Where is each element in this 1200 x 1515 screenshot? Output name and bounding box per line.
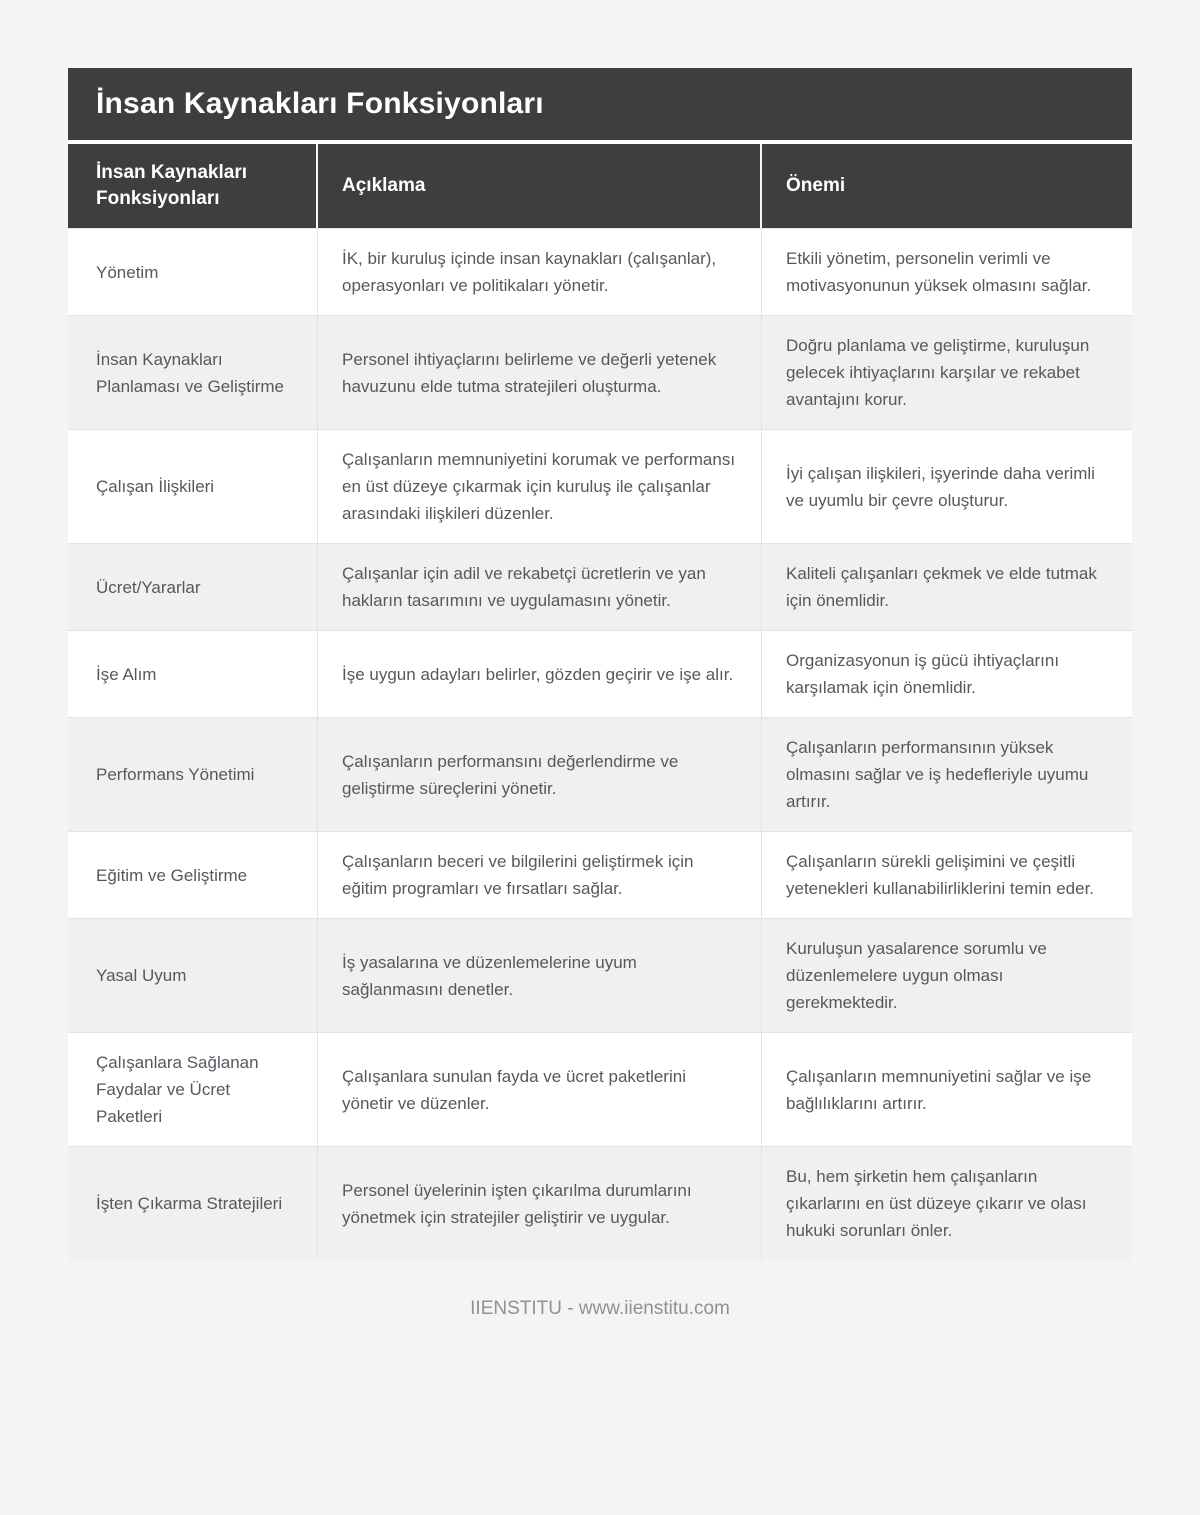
table-row — [68, 228, 1132, 315]
description-cell: Çalışanların performansını değerlendirme ve geliştirme süreçlerini yönetir. — [318, 718, 762, 831]
description-cell: Çalışanların beceri ve bilgilerini geliştirmek için eğitim programları ve fırsatları sağlar. — [318, 832, 762, 918]
description-cell: Personel ihtiyaçlarını belirleme ve değerli yetenek havuzunu elde tutma stratejileri oluşturma. — [318, 316, 762, 429]
importance-cell: Kaliteli çalışanları çekmek ve elde tutmak için önemlidir. — [786, 564, 1097, 610]
function-cell: Performans Yönetimi — [68, 718, 318, 831]
importance-cell: Çalışanların memnuniyetini sağlar ve işe bağlılıklarını artırır. — [786, 1066, 1092, 1113]
importance-cell: Çalışanların sürekli gelişimini ve çeşitli yetenekleri kullanabilirliklerini temin eder. — [786, 852, 1095, 898]
table-header-row — [68, 144, 1132, 228]
function-cell: İşten Çıkarma Stratejileri — [68, 1147, 318, 1260]
function-cell: Çalışanlara Sağlanan Faydalar ve Ücret Paketleri — [68, 1033, 318, 1146]
column-header-function: İnsan Kaynakları Fonksiyonları — [68, 144, 318, 228]
description-cell: Personel üyelerinin işten çıkarılma durumlarını yönetmek için stratejiler geliştirir ve uygular. — [318, 1147, 762, 1260]
table-row — [68, 429, 1132, 543]
importance-cell: Bu, hem şirketin hem çalışanların çıkarlarını en üst düzeye çıkarır ve olası hukuki sorunları önler. — [786, 1167, 1087, 1240]
description-cell: Çalışanlar için adil ve rekabetçi ücretlerin ve yan hakların tasarımını ve uygulamasını yönetir. — [318, 544, 762, 630]
function-cell: Çalışan İlişkileri — [68, 430, 318, 543]
importance-cell: Kuruluşun yasalarence sorumlu ve düzenlemelere uygun olması gerekmektedir. — [786, 939, 1047, 1012]
footer-credit: IIENSTITU - www.iienstitu.com — [470, 1298, 730, 1319]
function-cell: Yasal Uyum — [68, 919, 318, 1032]
importance-cell: Organizasyonun iş gücü ihtiyaçlarını karşılamak için önemlidir. — [786, 651, 1060, 697]
column-header-importance: Önemi — [786, 175, 846, 196]
description-cell: Çalışanlara sunulan fayda ve ücret paketlerini yönetir ve düzenler. — [318, 1033, 762, 1146]
table-row — [68, 630, 1132, 717]
function-cell: Eğitim ve Geliştirme — [68, 832, 318, 918]
table-row — [68, 831, 1132, 918]
function-cell: İşe Alım — [68, 631, 318, 717]
description-cell: İşe uygun adayları belirler, gözden geçirir ve işe alır. — [318, 631, 762, 717]
description-cell: İK, bir kuruluş içinde insan kaynakları (çalışanlar), operasyonları ve politikaları yönetir. — [318, 229, 762, 315]
function-cell: İnsan Kaynakları Planlaması ve Geliştirme — [68, 316, 318, 429]
table-row — [68, 315, 1132, 429]
importance-cell: Etkili yönetim, personelin verimli ve motivasyonunun yüksek olmasını sağlar. — [786, 249, 1092, 295]
importance-cell: Doğru planlama ve geliştirme, kuruluşun gelecek ihtiyaçlarını karşılar ve rekabet avantajını korur. — [786, 336, 1090, 409]
hr-functions-table — [68, 0, 1132, 1320]
table-row — [68, 1032, 1132, 1146]
table-row — [68, 717, 1132, 831]
description-cell: Çalışanların memnuniyetini korumak ve performansı en üst düzeye çıkarmak için kuruluş ile çalışanlar arasındaki ilişkileri düzenler. — [318, 430, 762, 543]
table-row — [68, 543, 1132, 630]
table-row — [68, 918, 1132, 1032]
function-cell: Ücret/Yararlar — [68, 544, 318, 630]
description-cell: İş yasalarına ve düzenlemelerine uyum sağlanmasını denetler. — [318, 919, 762, 1032]
importance-cell: Çalışanların performansının yüksek olmasını sağlar ve iş hedefleriyle uyumu artırır. — [786, 738, 1089, 811]
column-header-description: Açıklama — [318, 144, 762, 228]
importance-cell: İyi çalışan ilişkileri, işyerinde daha verimli ve uyumlu bir çevre oluşturur. — [786, 463, 1095, 510]
table-container — [68, 68, 1132, 1260]
table-title: İnsan Kaynakları Fonksiyonları — [68, 68, 1132, 140]
table-row — [68, 1146, 1132, 1260]
function-cell: Yönetim — [68, 229, 318, 315]
